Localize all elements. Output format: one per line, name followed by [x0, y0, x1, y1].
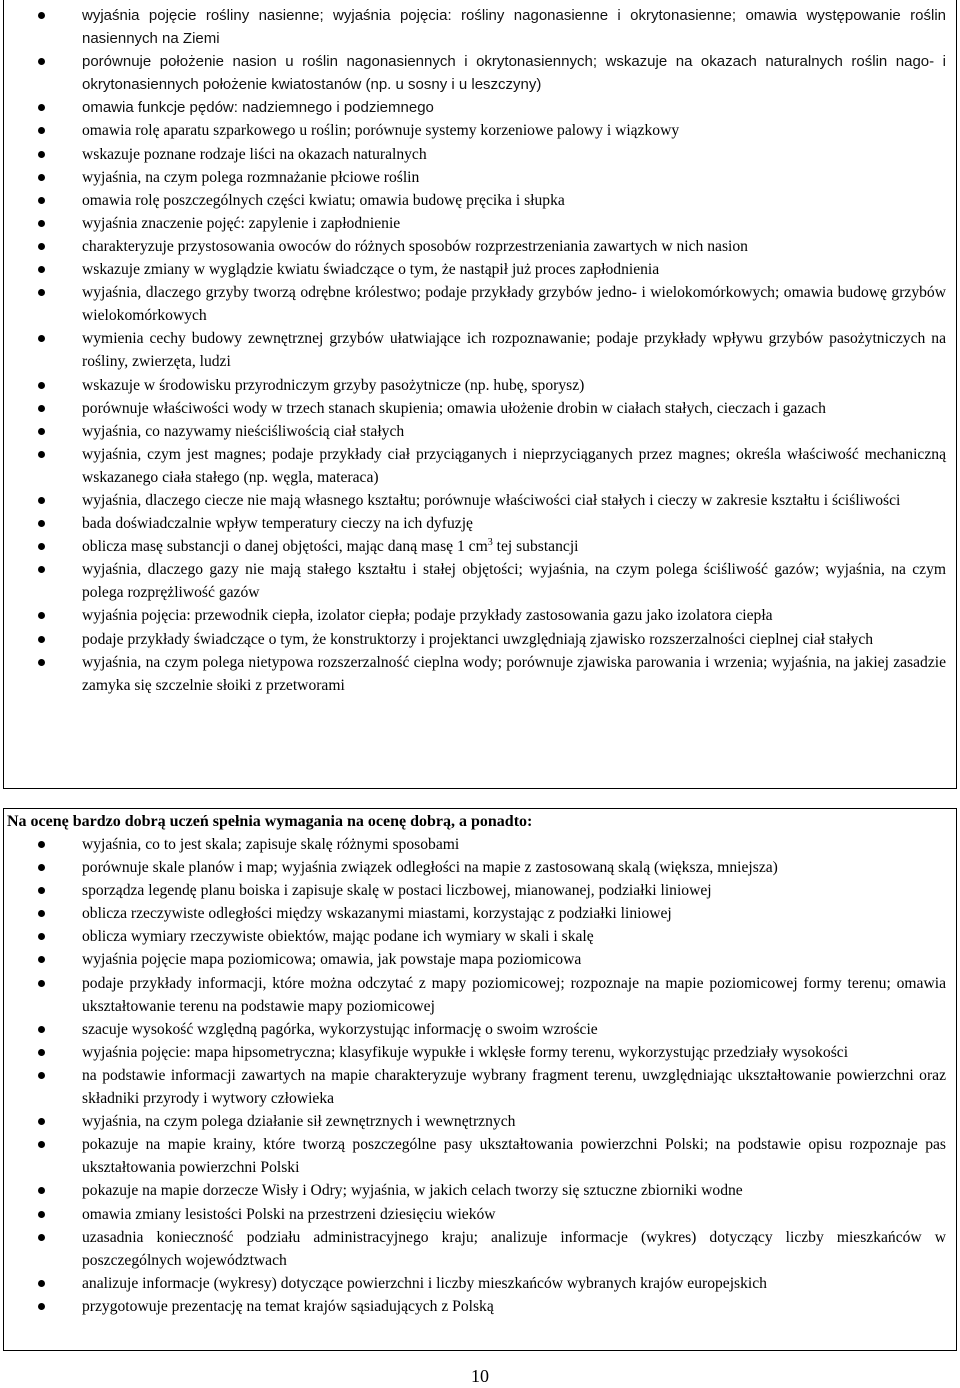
bullet-icon	[38, 335, 45, 342]
bullet-icon	[38, 1187, 45, 1194]
list-item	[0, 489, 960, 512]
list-item-text: wyjaśnia pojęcia: przewodnik ciepła, izolator ciepła; podaje przykłady zastosowania gazu jako izolatora ciepła	[82, 607, 773, 625]
list-item-text: porównuje położenie nasion u roślin nagonasiennych i okrytonasiennych; wskazuje na okazach naturalnych roślin nago- i okrytonasiennych położenie kwiatostanów (np. u sosny i u leszczyny)	[82, 53, 946, 94]
bullet-icon	[38, 1234, 45, 1241]
list-item	[0, 948, 960, 971]
list-item-text: wyjaśnia, czym jest magnes; podaje przykłady ciał przyciąganych i nieprzyciąganych przez magnes; określa właściwość mechaniczną wskazanego ciała stałego (np. węgla, materaca)	[82, 445, 946, 486]
list-item	[0, 512, 960, 535]
list-item-text: wyjaśnia, dlaczego ciecze nie mają własnego kształtu; porównuje właściwości ciał stałych i cieczy w zakresie kształtu i ściśliwości	[82, 491, 901, 509]
list-item-text: wyjaśnia, dlaczego gazy nie mają stałego kształtu i stałej objętości; wyjaśnia, na czym polega ściśliwość gazów; wyjaśnia, na czym polega rozprężliwość gazów	[82, 561, 946, 602]
bullet-icon	[38, 933, 45, 940]
bullet-icon	[38, 151, 45, 158]
list-item-text: przygotowuje prezentację na temat krajów sąsiadujących z Polską	[82, 1297, 494, 1315]
list-item	[0, 651, 960, 697]
list-item-text: oblicza rzeczywiste odległości między wskazanymi miastami, korzystając z podziałki liniowej	[82, 905, 672, 923]
list-item	[0, 50, 960, 96]
bullet-icon	[38, 1280, 45, 1287]
list-item	[0, 1133, 960, 1179]
list-item-text: wyjaśnia, co to jest skala; zapisuje skalę różnymi sposobami	[82, 836, 460, 853]
bullet-icon	[38, 174, 45, 181]
bullet-icon	[38, 1026, 45, 1033]
list-item	[0, 558, 960, 604]
bullet-icon	[38, 58, 45, 65]
bullet-icon	[38, 841, 45, 848]
bullet-icon	[38, 405, 45, 412]
bullet-icon	[38, 1118, 45, 1125]
list-item	[0, 1018, 960, 1041]
list-item	[0, 1203, 960, 1226]
bullet-icon	[38, 497, 45, 504]
list-item-text: wyjaśnia pojęcie rośliny nasienne; wyjaśnia pojęcia: rośliny nagonasienne i okrytonasienne; omawia występowanie roślin nasiennych na Ziemi	[82, 7, 946, 48]
bullet-icon	[38, 1303, 45, 1310]
list-item-text: wyjaśnia, na czym polega rozmnażanie płciowe roślin	[82, 168, 420, 186]
bullet-icon	[38, 220, 45, 227]
bullet-icon	[38, 543, 45, 550]
list-item	[0, 1272, 960, 1295]
bullet-icon	[38, 612, 45, 619]
list-item	[0, 879, 960, 902]
list-item	[0, 856, 960, 879]
list-item	[0, 374, 960, 397]
requirements-list-good	[0, 4, 960, 697]
bullet-icon	[38, 910, 45, 917]
list-item-text	[82, 538, 579, 555]
list-item	[0, 972, 960, 1018]
list-item-text: omawia funkcje pędów: nadziemnego i podziemnego	[82, 99, 434, 117]
list-item-text: wyjaśnia, na czym polega działanie sił zewnętrznych i wewnętrznych	[82, 1113, 516, 1131]
bullet-icon	[38, 197, 45, 204]
list-item-text: bada doświadczalnie wpływ temperatury cieczy na ich dyfuzję	[82, 515, 473, 533]
list-item	[0, 4, 960, 50]
list-item-text: wyjaśnia, dlaczego grzyby tworzą odrębne królestwo; podaje przykłady grzybów jedno- i wielokomórkowych; omawia budowę grzybów wielokomórkowych	[82, 284, 946, 325]
bullet-icon	[38, 1049, 45, 1056]
list-item	[0, 281, 960, 327]
list-item-text: porównuje skale planów i map; wyjaśnia związek odległości na mapie z zastosowaną skalą (większa, mniejsza)	[82, 859, 778, 877]
list-item	[0, 1295, 960, 1318]
list-item	[0, 1041, 960, 1064]
list-item-text: oblicza wymiary rzeczywiste obiektów, mając podane ich wymiary w skali i skalę	[82, 928, 594, 946]
list-item	[0, 189, 960, 212]
bullet-icon	[38, 104, 45, 111]
bullet-icon	[38, 1141, 45, 1148]
list-item-text: szacuje wysokość względną pagórka, wykorzystując informację o swoim wzroście	[82, 1020, 598, 1038]
list-item-text: porównuje właściwości wody w trzech stanach skupienia; omawia ułożenie drobin w ciałach stałych, cieczach i gazach	[82, 399, 826, 417]
list-item-text: wyjaśnia, co nazywamy nieściśliwością ciał stałych	[82, 422, 405, 440]
bullet-icon	[38, 1211, 45, 1218]
list-item-text: wskazuje poznane rodzaje liści na okazach naturalnych	[82, 145, 427, 163]
bullet-icon	[38, 451, 45, 458]
bullet-icon	[38, 520, 45, 527]
bullet-icon	[38, 636, 45, 643]
list-item-text: podaje przykłady świadczące o tym, że konstruktorzy i projektanci uwzględniają zjawisko rozszerzalności cieplnej ciał stałych	[82, 630, 874, 648]
list-item	[0, 925, 960, 948]
list-item-text: wyjaśnia pojęcie mapa poziomicowa; omawia, jak powstaje mapa poziomicowa	[82, 951, 582, 969]
bullet-icon	[38, 127, 45, 134]
list-item	[0, 258, 960, 281]
list-item-text: podaje przykłady informacji, które można odczytać z mapy poziomicowej; rozpoznaje na mapie poziomicowej formy terenu; omawia ukształtowanie terenu na podstawie mapy poziomicowej	[82, 974, 946, 1015]
list-item	[0, 143, 960, 166]
list-item	[0, 604, 960, 627]
bullet-icon	[38, 12, 45, 19]
list-item	[0, 833, 960, 856]
page-number: 10	[471, 1366, 489, 1386]
list-item	[0, 327, 960, 373]
bullet-icon	[38, 887, 45, 894]
list-item-text: uzasadnia konieczność podziału administracyjnego kraju; analizuje informacje (wykres) dotyczący liczby mieszkańców w poszczególnych województwach	[82, 1228, 946, 1269]
list-item	[0, 212, 960, 235]
list-item	[0, 397, 960, 420]
list-item	[0, 443, 960, 489]
bullet-icon	[38, 428, 45, 435]
list-item-text: na podstawie informacji zawartych na mapie charakteryzuje wybrany fragment terenu, uwzględniając ukształtowanie powierzchni oraz składniki przyrody i wytwory człowieka	[82, 1066, 946, 1108]
bullet-icon	[38, 980, 45, 987]
list-item	[0, 628, 960, 651]
bullet-icon	[38, 382, 45, 389]
list-item	[0, 1064, 960, 1110]
bullet-icon	[38, 1072, 45, 1079]
list-item-text: omawia rolę poszczególnych części kwiatu; omawia budowę pręcika i słupka	[82, 191, 565, 209]
bullet-icon	[38, 243, 45, 250]
list-item	[0, 420, 960, 443]
section-heading: Na ocenę bardzo dobrą uczeń spełnia wymagania na ocenę dobrą, a ponadto:	[7, 813, 533, 830]
list-item	[0, 166, 960, 189]
list-item	[0, 96, 960, 119]
list-item	[0, 235, 960, 258]
bullet-icon	[38, 864, 45, 871]
list-item-text: omawia zmiany lesistości Polski na przestrzeni dziesięciu wieków	[82, 1205, 496, 1223]
mass-item-text-end: tej substancji	[492, 538, 579, 556]
list-item-text: wymienia cechy budowy zewnętrznej grzybów ułatwiające ich rozpoznawanie; podaje przykłady wpływu grzybów pasożytniczych na rośliny, zwierzęta, ludzi	[82, 330, 946, 371]
list-item	[0, 535, 960, 558]
bullet-icon	[38, 266, 45, 273]
list-item-text: charakteryzuje przystosowania owoców do różnych sposobów rozprzestrzeniania zawartych w nich nasion	[82, 237, 748, 255]
list-item-text: wskazuje w środowisku przyrodniczym grzyby pasożytnicze (np. hubę, sporysz)	[82, 376, 585, 394]
list-item-text: sporządza legendę planu boiska i zapisuje skalę w postaci liczbowej, mianowanej, podziałki liniowej	[82, 882, 712, 900]
bullet-icon	[38, 289, 45, 296]
list-item-text: pokazuje na mapie krainy, które tworzą poszczególne pasy ukształtowania powierzchni Polski; na podstawie opisu rozpoznaje pas ukształtowania powierzchni Polski	[82, 1136, 946, 1177]
list-item-text: wyjaśnia, na czym polega nietypowa rozszerzalność cieplna wody; porównuje zjawiska parowania i wrzenia; wyjaśnia, na jakiej zasadzie zamyka się szczelnie słoiki z przetworami	[82, 653, 946, 694]
list-item-text: pokazuje na mapie dorzecze Wisły i Odry; wyjaśnia, w jakich celach tworzy się sztuczne zbiorniki wodne	[82, 1182, 743, 1200]
list-item-text: omawia rolę aparatu szparkowego u roślin; porównuje systemy korzeniowe palowy i wiązkowy	[82, 122, 680, 140]
list-item-text: wyjaśnia znaczenie pojęć: zapylenie i zapłodnienie	[82, 214, 401, 232]
bullet-icon	[38, 659, 45, 666]
exponent: 3	[487, 536, 493, 548]
requirements-list-very-good	[0, 833, 960, 1318]
list-item-text: wskazuje zmiany w wyglądzie kwiatu świadczące o tym, że nastąpił już proces zapłodnienia	[82, 261, 660, 279]
list-item-text: wyjaśnia pojęcie: mapa hipsometryczna; klasyfikuje wypukłe i wklęsłe formy terenu, wykorzystując przedziały wysokości	[82, 1043, 849, 1061]
list-item	[0, 1110, 960, 1133]
list-item	[0, 1226, 960, 1272]
bullet-icon	[38, 566, 45, 573]
list-item-text: analizuje informacje (wykresy) dotyczące powierzchni i liczby mieszkańców wybranych krajów europejskich	[82, 1274, 767, 1292]
list-item	[0, 902, 960, 925]
list-item	[0, 1179, 960, 1202]
bullet-icon	[38, 956, 45, 963]
mass-item-text: oblicza masę substancji o danej objętości, mając daną masę 1 cm	[82, 538, 488, 556]
list-item	[0, 119, 960, 142]
